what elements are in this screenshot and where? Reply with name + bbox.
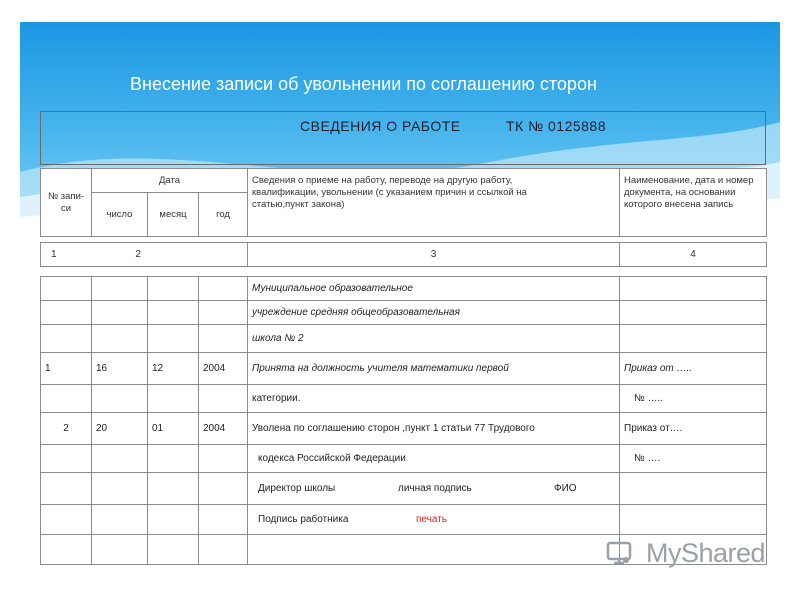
header-date: Дата (92, 169, 248, 193)
cell-doc (620, 325, 767, 353)
table-row (41, 353, 767, 385)
cell-day (92, 445, 148, 473)
cell-day (92, 325, 148, 353)
cell-doc (620, 301, 767, 325)
cell-num (41, 385, 92, 413)
cell-num: 1 (41, 353, 92, 385)
cell-info (248, 505, 620, 535)
employee-signature-label: Подпись работника (258, 514, 349, 525)
cell-doc: № ….. (620, 385, 767, 413)
cell-month (148, 325, 199, 353)
cell-info: Принята на должность учителя математики первой (248, 353, 620, 385)
table-row (41, 301, 767, 325)
header-info-line: Сведения о приеме на работу, переводе на другую работу, (252, 175, 513, 186)
cell-doc: № …. (620, 445, 767, 473)
myshared-logo-icon (606, 538, 640, 570)
cell-month (148, 505, 199, 535)
cell-info: категории. (248, 385, 620, 413)
table-row (41, 277, 767, 301)
cell-num (41, 473, 92, 505)
header-year: год (199, 193, 248, 237)
cell-info: Уволена по соглашению сторон ,пункт 1 статьи 77 Трудового (248, 413, 620, 445)
cell-day (92, 473, 148, 505)
numbering-1: 1 (51, 249, 57, 260)
header-month: месяц (148, 193, 199, 237)
cell-num: 2 (41, 413, 92, 445)
cell-num (41, 325, 92, 353)
table-row (41, 385, 767, 413)
header-day: число (92, 193, 148, 237)
numbering-4: 4 (620, 243, 767, 267)
table-row (41, 413, 767, 445)
labor-book-number: ТК № 0125888 (506, 118, 607, 134)
cell-year: 2004 (199, 413, 248, 445)
cell-month (148, 301, 199, 325)
numbering-cell (41, 243, 248, 267)
cell-day (92, 505, 148, 535)
cell-month: 12 (148, 353, 199, 385)
numbering-3: 3 (248, 243, 620, 267)
cell-year (199, 325, 248, 353)
cell-month (148, 445, 199, 473)
cell-day: 16 (92, 353, 148, 385)
column-numbering-row (40, 242, 767, 267)
column-header-table (40, 168, 767, 237)
cell-num (41, 505, 92, 535)
cell-day (92, 385, 148, 413)
cell-year (199, 535, 248, 565)
cell-year (199, 505, 248, 535)
header-document: Наименование, дата и номер документа, на основании которого внесена запись (620, 169, 767, 237)
table-row (41, 325, 767, 353)
cell-day: 20 (92, 413, 148, 445)
header-info (248, 169, 620, 237)
cell-month (148, 277, 199, 301)
cell-doc: Приказ от…. (620, 413, 767, 445)
cell-month: 01 (148, 413, 199, 445)
table-row (41, 473, 767, 505)
work-info-title: СВЕДЕНИЯ О РАБОТЕ (300, 118, 461, 134)
cell-year (199, 301, 248, 325)
cell-year (199, 473, 248, 505)
header-info-line: квалификации, увольнении (с указанием причин и ссылкой на (252, 187, 527, 198)
numbering-2: 2 (135, 249, 141, 260)
cell-info (248, 473, 620, 505)
table-row (41, 445, 767, 473)
cell-num (41, 445, 92, 473)
director-label: Директор школы (258, 483, 336, 494)
cell-year: 2004 (199, 353, 248, 385)
cell-doc: Приказ от ….. (620, 353, 767, 385)
cell-doc (620, 505, 767, 535)
cell-year (199, 385, 248, 413)
cell-num (41, 535, 92, 565)
full-name-label: ФИО (554, 483, 577, 494)
cell-info: школа № 2 (248, 325, 620, 353)
cell-month (148, 385, 199, 413)
cell-info: Муниципальное образовательное (248, 277, 620, 301)
cell-doc (620, 473, 767, 505)
cell-day (92, 277, 148, 301)
cell-year (199, 445, 248, 473)
watermark-text: MyShared (646, 538, 766, 568)
stamp-label: печать (416, 514, 447, 525)
signature-label: личная подпись (398, 483, 472, 494)
cell-day (92, 301, 148, 325)
cell-day (92, 535, 148, 565)
cell-info: кодекса Российской Федерации (248, 445, 620, 473)
header-info-line: статью,пункт закона) (252, 199, 345, 210)
records-table (40, 276, 767, 565)
cell-month (148, 473, 199, 505)
header-record-number: № запи-си (41, 169, 92, 237)
cell-doc (620, 277, 767, 301)
cell-month (148, 535, 199, 565)
table-row (41, 505, 767, 535)
cell-info (248, 535, 620, 565)
cell-year (199, 277, 248, 301)
cell-num (41, 301, 92, 325)
slide-title: Внесение записи об увольнении по соглашению сторон (130, 74, 597, 94)
myshared-watermark (646, 538, 765, 569)
cell-info: учреждение средняя общеобразовательная (248, 301, 620, 325)
cell-num (41, 277, 92, 301)
